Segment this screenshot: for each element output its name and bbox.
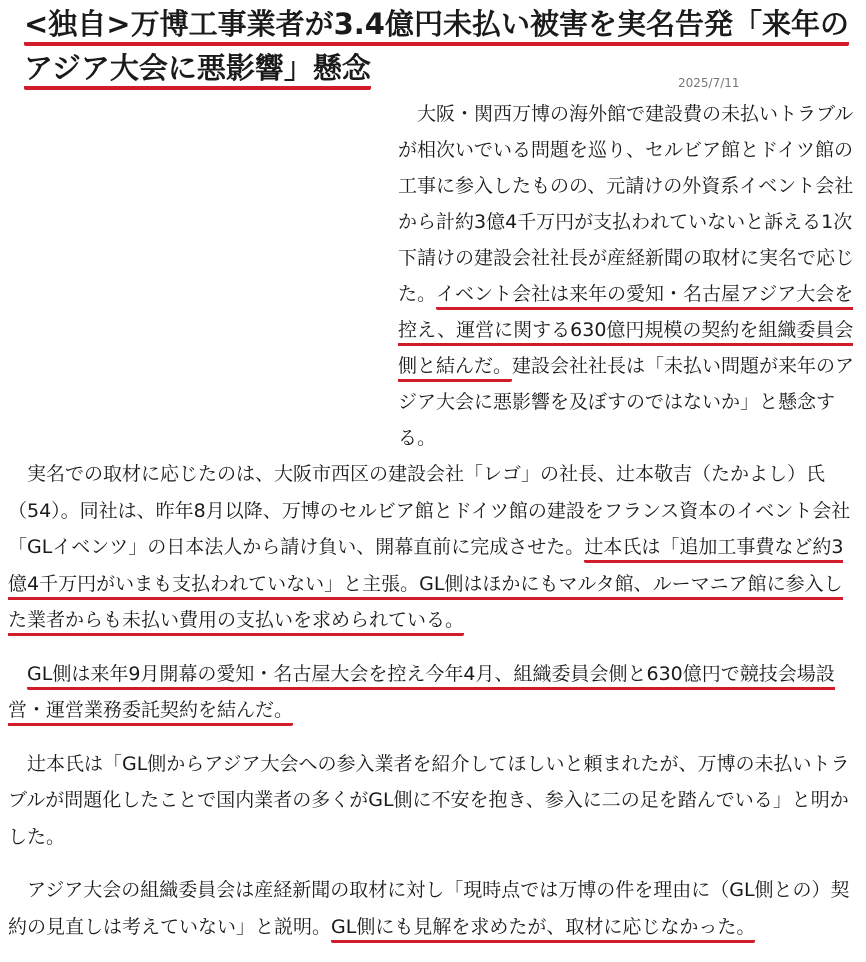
body-paragraph-2 [8, 656, 858, 729]
paragraph-highlight: GL側は来年9月開幕の愛知・名古屋大会を控え今年4月、組織委員会側と630億円で競技会場設営・運営業務委託契約を結んだ。 [8, 663, 835, 727]
body-paragraph-4 [8, 872, 858, 945]
lead-text: 大阪・関西万博の海外館で建設費の未払いトラブルが相次いでいる問題を巡り、セルビア館とドイツ館の工事に参入したものの、元請けの外資系イベント会社から計約3億4千万円が支払われていないと訴える1次下請けの建設会社社長が産経新聞の取材に実名で応じた。 [398, 103, 855, 305]
lead-paragraph [398, 96, 856, 456]
paragraph-text: 実名での取材に応じたのは、大阪市西区の建設会社「レゴ」の社長、辻本敬吉（たかよし）氏（54）。同社は、昨年8月以降、万博のセルビア館とドイツ館の建設をフランス資本のイベント会社「GLイベンツ」の日本法人から請け負い、開幕直前に完成させた。 [8, 463, 851, 558]
publish-date: 2025/7/11 [678, 76, 740, 90]
body-paragraph-3 [8, 746, 858, 856]
body-paragraph-1 [8, 456, 858, 639]
paragraph-highlight: 辻本氏は「追加工事費など約3億4千万円がいまも支払われていない」と主張。GL側はほかにもマルタ館、ルーマニア館に参入した業者からも未払い費用の支払いを求められている。 [8, 536, 843, 636]
paragraph-text: 辻本氏は「GL側からアジア大会への参入業者を紹介してほしいと頼まれたが、万博の未払いトラブルが問題化したことで国内業者の多くがGL側に不安を抱き、参入に二の足を踏んでいる」と明かした。 [8, 752, 850, 848]
article-body [8, 456, 858, 962]
headline-line-2: アジア大会に悪影響」懸念 [24, 51, 371, 90]
paragraph-highlight: GL側にも見解を求めたが、取材に応じなかった。 [331, 916, 755, 943]
lead-highlight: イベント会社は来年の愛知・名古屋アジア大会を控え、運営に関する630億円規模の契約を組織委員会側と結んだ。 [398, 283, 853, 382]
lead-text-end: 建設会社社長は「未払い問題が来年のアジア大会に悪影響を及ぼすのではないか」と懸念する。 [398, 355, 855, 449]
paragraph-text [8, 663, 27, 685]
headline-line-1: <独自>万博工事業者が3.4億円未払い被害を実名告発「来年の [24, 7, 849, 46]
paragraph-text: アジア大会の組織委員会は産経新聞の取材に対し「現時点では万博の件を理由に（GL側との）契約の見直しは考えていない」と説明。 [8, 879, 850, 938]
